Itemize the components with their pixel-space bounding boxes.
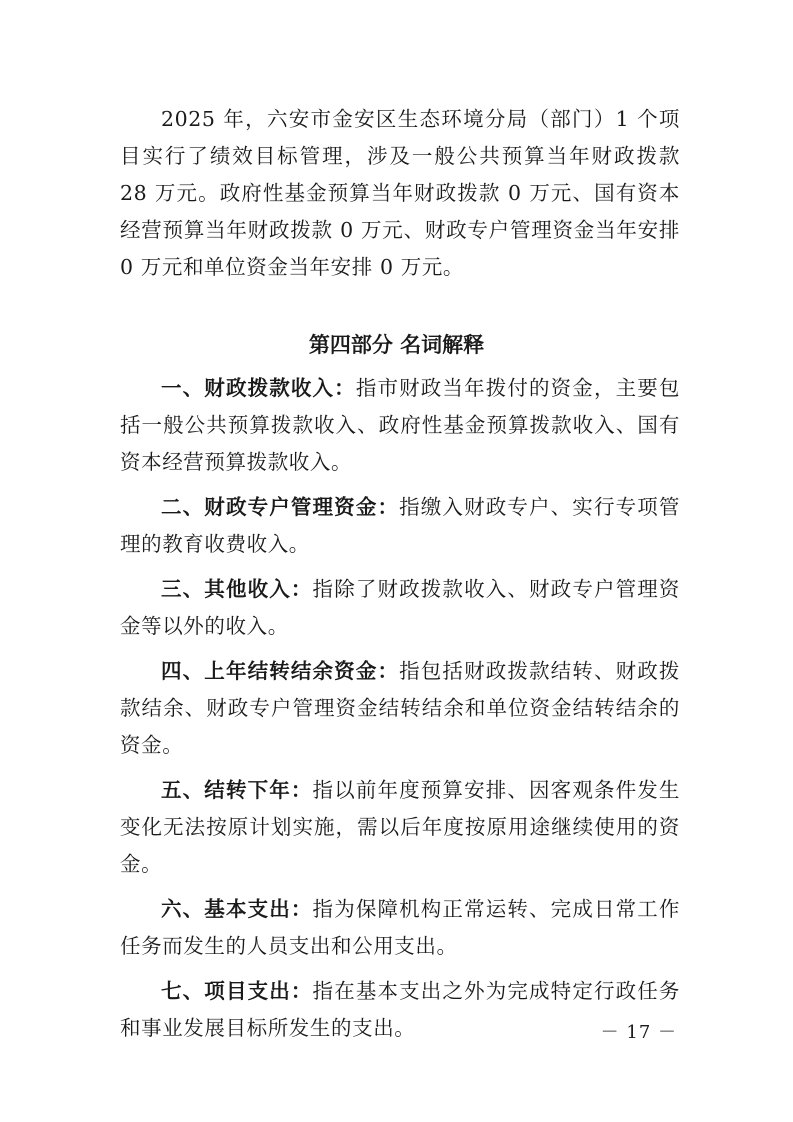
term-fiscal-appropriation-income <box>120 370 680 481</box>
term-text: 指在基本支出之外为完成特定行政任务和事业发展目标所发生的支出。 <box>120 979 681 1040</box>
term-carry-to-next-year <box>120 772 680 883</box>
intro-paragraph: 2025 年，六安市金安区生态环境分局（部门）1 个项目实行了绩效目标管理，涉及一般公共预算当年财政拨款 28 万元。政府性基金预算当年财政拨款 0 万元、国有资本经营预算当年财政拨款 0 万元、财政专户管理资金当年安排 0 万元和单位资金当年安排 0 万元。 <box>120 107 680 279</box>
term-title: 五、结转下年： <box>161 778 313 802</box>
term-title: 二、财政专户管理资金： <box>161 495 400 519</box>
page-number: － 17 － <box>600 1022 677 1043</box>
term-title: 一、财政拨款收入： <box>161 376 356 400</box>
term-prior-year-carryover <box>120 653 680 764</box>
term-text: 指以前年度预算安排、因客观条件发生变化无法按原计划实施，需以后年度按原用途继续使用的资金。 <box>120 778 681 876</box>
term-other-income <box>120 571 680 645</box>
section-heading: 第四部分 名词解释 <box>308 333 485 357</box>
term-special-account-funds <box>120 489 680 563</box>
term-basic-expenditure <box>120 891 680 965</box>
term-title: 四、上年结转结余资金： <box>161 659 400 683</box>
term-title: 七、项目支出： <box>161 979 313 1003</box>
term-text: 指除了财政拨款收入、财政专户管理资金等以外的收入。 <box>120 577 681 638</box>
term-text: 指为保障机构正常运转、完成日常工作任务而发生的人员支出和公用支出。 <box>120 897 681 958</box>
term-text: 指缴入财政专户、实行专项管理的教育收费收入。 <box>120 495 680 556</box>
term-text: 指包括财政拨款结转、财政拨款结余、财政专户管理资金结转结余和单位资金结转结余的资金。 <box>120 659 680 757</box>
term-title: 六、基本支出： <box>161 897 313 921</box>
term-text: 指市财政当年拨付的资金，主要包括一般公共预算拨款收入、政府性基金预算拨款收入、国有资本经营预算拨款收入。 <box>120 376 680 474</box>
term-definitions <box>120 370 680 1055</box>
term-project-expenditure <box>120 973 680 1047</box>
term-title: 三、其他收入： <box>161 577 313 601</box>
